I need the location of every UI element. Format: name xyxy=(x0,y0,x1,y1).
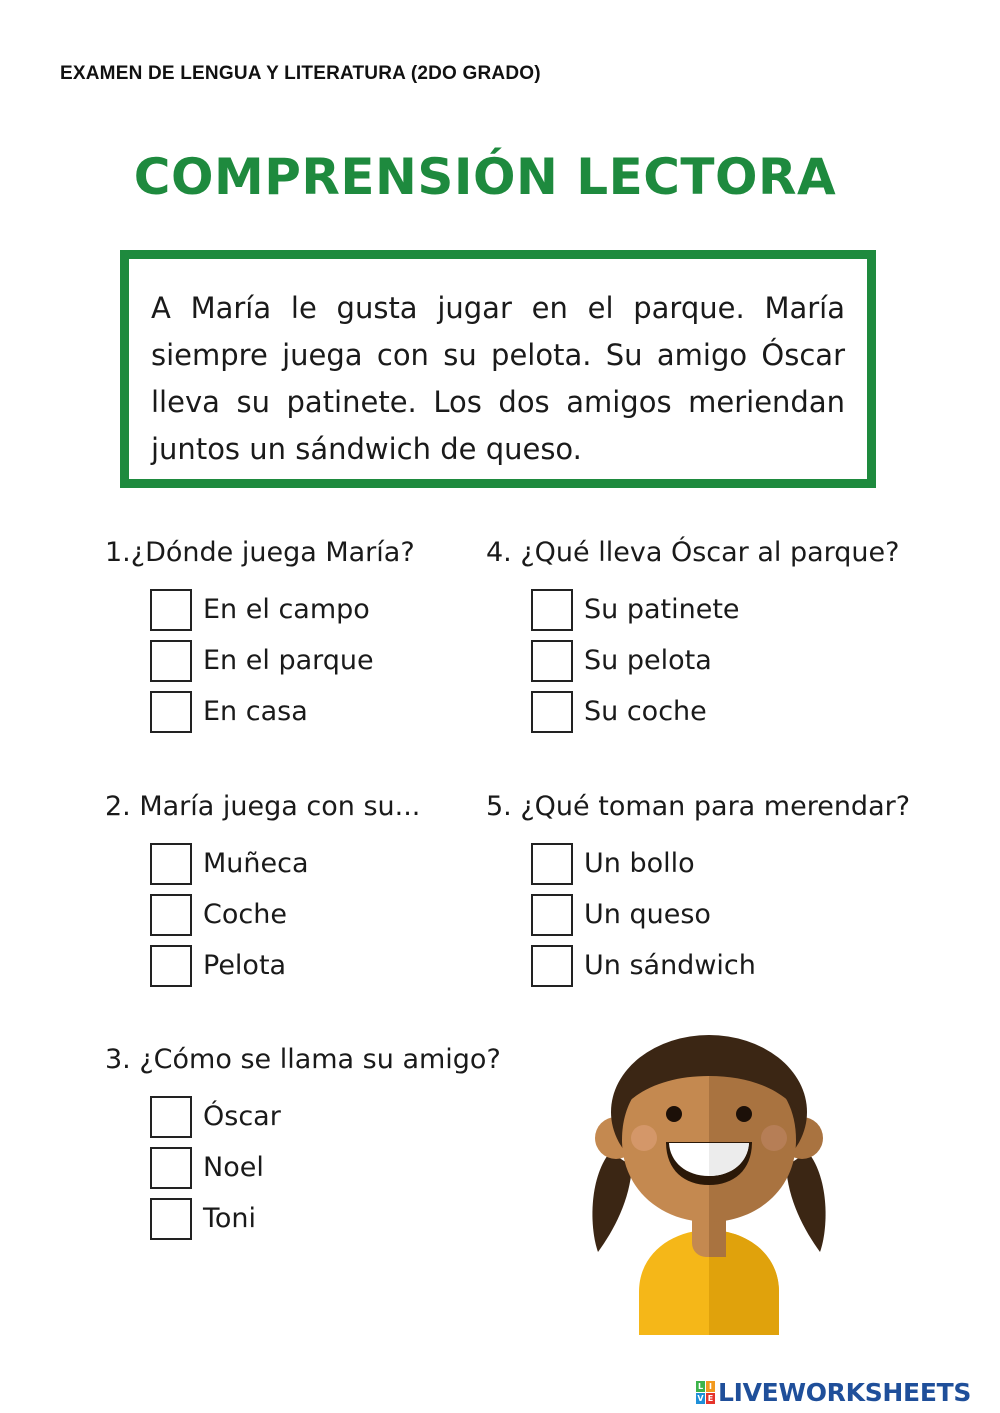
answer-option xyxy=(150,584,415,635)
page-title: COMPRENSIÓN LECTORA xyxy=(133,148,837,206)
logo-letter: I xyxy=(706,1381,715,1392)
answer-checkbox[interactable] xyxy=(150,1147,192,1189)
question-2 xyxy=(105,790,420,991)
liveworksheets-logo-icon xyxy=(696,1381,715,1404)
answer-label: Muñeca xyxy=(203,848,309,879)
logo-letter: E xyxy=(707,1394,714,1403)
reading-passage-text: A María le gusta jugar en el parque. María siempre juega con su pelota. Su amigo Óscar lleva su patinete. Los dos amigos meriendan juntos un sándwich de queso. xyxy=(151,291,845,466)
exam-header: EXAMEN DE LENGUA Y LITERATURA (2DO GRADO) xyxy=(60,63,541,84)
answer-checkbox[interactable] xyxy=(150,691,192,733)
answer-checkbox[interactable] xyxy=(150,589,192,631)
answer-checkbox[interactable] xyxy=(531,640,573,682)
question-title: 2. María juega con su... xyxy=(105,791,421,822)
answer-option xyxy=(531,686,899,737)
answer-option xyxy=(150,686,415,737)
answer-checkbox[interactable] xyxy=(531,589,573,631)
answer-label: Un bollo xyxy=(584,848,695,879)
answer-label: Su pelota xyxy=(584,645,712,676)
answer-label: Coche xyxy=(203,899,287,930)
answer-option xyxy=(150,635,415,686)
question-5 xyxy=(486,790,910,991)
reading-passage-box xyxy=(120,250,876,488)
answer-label: Su coche xyxy=(584,696,707,727)
answer-option xyxy=(150,889,420,940)
question-title: 1.¿Dónde juega María? xyxy=(105,537,415,568)
answer-option xyxy=(150,1091,501,1142)
answer-option xyxy=(531,940,910,991)
answer-checkbox[interactable] xyxy=(531,843,573,885)
question-3 xyxy=(105,1043,501,1244)
answer-checkbox[interactable] xyxy=(531,894,573,936)
answer-option xyxy=(531,889,910,940)
answer-option xyxy=(531,635,899,686)
answer-option xyxy=(531,584,899,635)
question-1 xyxy=(105,536,415,737)
answer-label: Un sándwich xyxy=(584,950,756,981)
answer-label: Óscar xyxy=(203,1101,281,1132)
answer-option xyxy=(150,940,420,991)
brand-name: LIVEWORKSHEETS xyxy=(718,1378,972,1407)
answer-label: En casa xyxy=(203,696,308,727)
answer-label: Noel xyxy=(203,1152,264,1183)
answer-option xyxy=(150,838,420,889)
girl-illustration xyxy=(584,1030,834,1335)
answer-checkbox[interactable] xyxy=(150,894,192,936)
answer-checkbox[interactable] xyxy=(150,1198,192,1240)
question-title: 5. ¿Qué toman para merendar? xyxy=(486,791,911,822)
answer-option xyxy=(150,1193,501,1244)
answer-option xyxy=(531,838,910,889)
liveworksheets-brand xyxy=(696,1378,971,1407)
answer-label: Toni xyxy=(203,1203,257,1234)
answer-checkbox[interactable] xyxy=(531,691,573,733)
answer-checkbox[interactable] xyxy=(150,843,192,885)
answer-label: Pelota xyxy=(203,950,287,981)
question-title: 4. ¿Qué lleva Óscar al parque? xyxy=(486,537,900,568)
answer-label: En el campo xyxy=(203,594,370,625)
answer-label: Un queso xyxy=(584,899,711,930)
answer-checkbox[interactable] xyxy=(150,640,192,682)
answer-checkbox[interactable] xyxy=(150,1096,192,1138)
answer-checkbox[interactable] xyxy=(531,945,573,987)
answer-label: Su patinete xyxy=(584,594,740,625)
question-4 xyxy=(486,536,899,737)
question-title: 3. ¿Cómo se llama su amigo? xyxy=(105,1044,501,1075)
logo-letter: V xyxy=(697,1394,704,1403)
answer-label: En el parque xyxy=(203,645,374,676)
logo-letter: L xyxy=(697,1382,704,1391)
answer-option xyxy=(150,1142,501,1193)
answer-checkbox[interactable] xyxy=(150,945,192,987)
